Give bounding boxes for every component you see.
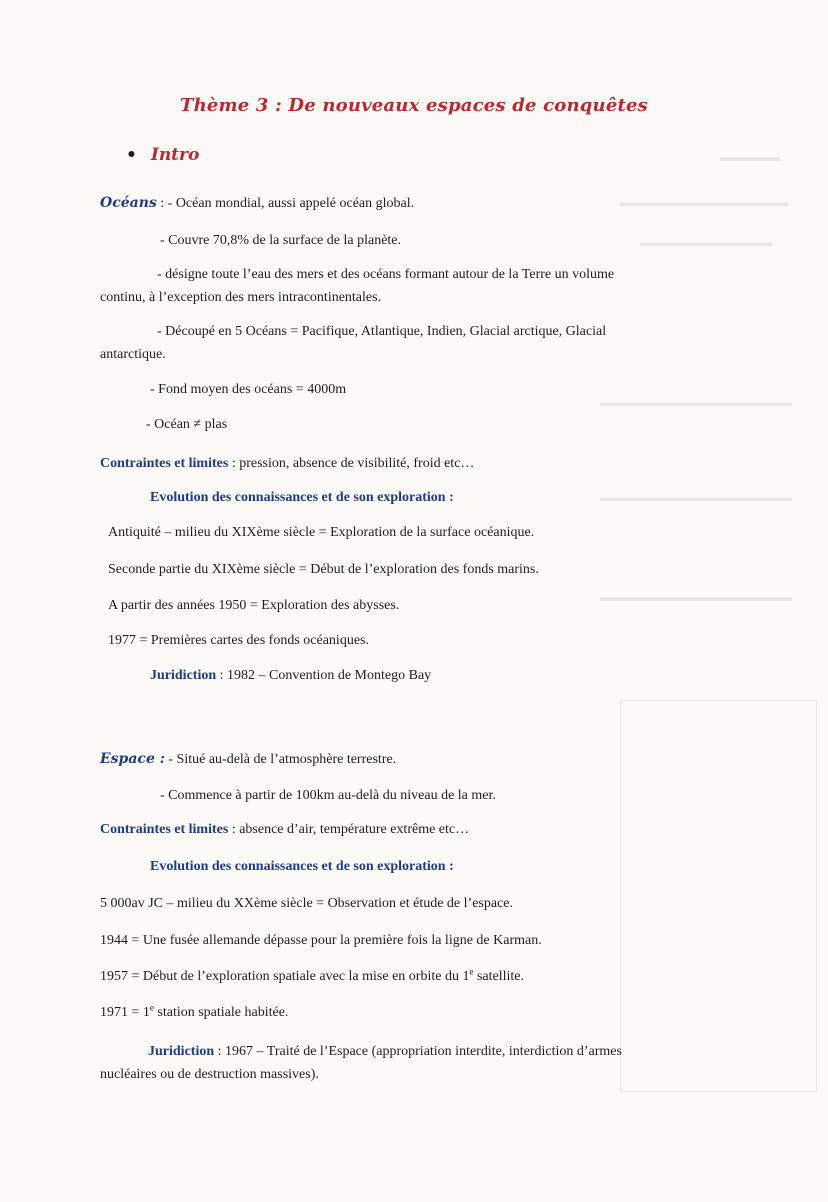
superscript: e bbox=[469, 966, 474, 977]
bleed-through-text: ▬▬▬▬▬▬▬▬▬▬▬▬▬▬▬▬ bbox=[600, 395, 792, 409]
oceans-line-5: - Fond moyen des océans = 4000m bbox=[150, 382, 347, 397]
espace-juridiction-text-a: : 1967 – Traité de l’Espace (appropriation interdite, interdiction d’armes bbox=[214, 1044, 622, 1059]
oceans-line-2: - Couvre 70,8% de la surface de la planète. bbox=[160, 233, 402, 248]
espace-line-1 bbox=[100, 750, 396, 769]
bullet-icon: • bbox=[126, 145, 137, 165]
espace-evolution-4-suffix: station spatiale habitée. bbox=[153, 1005, 289, 1020]
bleed-through-text: ▬▬▬▬▬▬▬▬▬▬▬▬▬▬ bbox=[620, 195, 788, 209]
oceans-line-3b: continu, à l’exception des mers intracontinentales. bbox=[100, 290, 382, 305]
oceans-line-6: - Océan ≠ plas bbox=[146, 417, 228, 432]
espace-juridiction-label: Juridiction bbox=[148, 1044, 215, 1059]
espace-juridiction-cont: nucléaires ou de destruction massives). bbox=[100, 1067, 319, 1082]
oceans-constraints-label: Contraintes et limites bbox=[100, 456, 229, 471]
bleed-through-text: ▬▬▬▬▬▬▬▬▬▬▬▬▬▬▬▬ bbox=[600, 490, 792, 504]
bleed-through-text: ▬▬▬▬▬▬▬▬▬▬▬ bbox=[640, 235, 772, 249]
bleed-through-text: ▬▬▬▬▬▬▬▬▬▬▬▬▬▬▬▬ bbox=[600, 590, 792, 604]
espace-line-2: - Commence à partir de 100km au-delà du niveau de la mer. bbox=[160, 788, 496, 803]
intro-heading bbox=[126, 146, 199, 164]
superscript: e bbox=[149, 1002, 154, 1013]
oceans-juridiction bbox=[150, 667, 431, 685]
bleed-through-table bbox=[620, 700, 817, 1092]
espace-evolution-3 bbox=[100, 968, 524, 986]
bleed-through-text: ▬▬▬▬▬ bbox=[720, 150, 780, 164]
espace-constraints-text: : absence d’air, température extrême etc… bbox=[228, 822, 470, 837]
oceans-label: Océans bbox=[100, 195, 157, 211]
oceans-evolution-4: 1977 = Premières cartes des fonds océaniques. bbox=[108, 633, 369, 648]
oceans-line-3a: - désigne toute l’eau des mers et des océans formant autour de la Terre un volume bbox=[157, 267, 615, 282]
espace-evolution-4-text: 1971 = 1 bbox=[100, 1005, 150, 1020]
espace-evolution-2: 1944 = Une fusée allemande dépasse pour la première fois la ligne de Karman. bbox=[100, 933, 542, 948]
oceans-text-1: : - Océan mondial, aussi appelé océan global. bbox=[156, 196, 415, 211]
espace-evolution-3-text: 1957 = Début de l’exploration spatiale avec la mise en orbite du 1 bbox=[100, 969, 470, 984]
espace-evolution-heading: Evolution des connaissances et de son exploration : bbox=[150, 859, 454, 874]
espace-label: Espace : bbox=[100, 751, 165, 767]
oceans-constraints-text: : pression, absence de visibilité, froid etc… bbox=[228, 456, 475, 471]
oceans-constraints bbox=[100, 455, 474, 473]
espace-juridiction bbox=[148, 1043, 622, 1061]
espace-evolution-4 bbox=[100, 1004, 288, 1022]
oceans-juridiction-label: Juridiction bbox=[150, 668, 217, 683]
oceans-evolution-3: A partir des années 1950 = Exploration des abysses. bbox=[108, 598, 400, 613]
oceans-evolution-2: Seconde partie du XIXème siècle = Début de l’exploration des fonds marins. bbox=[108, 562, 539, 577]
oceans-evolution-1: Antiquité – milieu du XIXème siècle = Exploration de la surface océanique. bbox=[108, 525, 535, 540]
oceans-evolution-heading: Evolution des connaissances et de son exploration : bbox=[150, 490, 454, 505]
oceans-line-4a: - Découpé en 5 Océans = Pacifique, Atlantique, Indien, Glacial arctique, Glacial bbox=[157, 324, 607, 339]
espace-text-1: - Situé au-delà de l’atmosphère terrestre. bbox=[164, 752, 397, 767]
page-title: Thème 3 : De nouveaux espaces de conquêtes bbox=[180, 95, 648, 116]
oceans-line-4b: antarctique. bbox=[100, 347, 166, 362]
espace-constraints-label: Contraintes et limites bbox=[100, 822, 229, 837]
espace-evolution-3-suffix: satellite. bbox=[473, 969, 524, 984]
espace-evolution-1: 5 000av JC – milieu du XXème siècle = Observation et étude de l’espace. bbox=[100, 896, 513, 911]
intro-label: Intro bbox=[150, 145, 200, 165]
oceans-juridiction-text: : 1982 – Convention de Montego Bay bbox=[216, 668, 432, 683]
espace-constraints bbox=[100, 821, 469, 839]
oceans-line-1 bbox=[100, 194, 414, 213]
